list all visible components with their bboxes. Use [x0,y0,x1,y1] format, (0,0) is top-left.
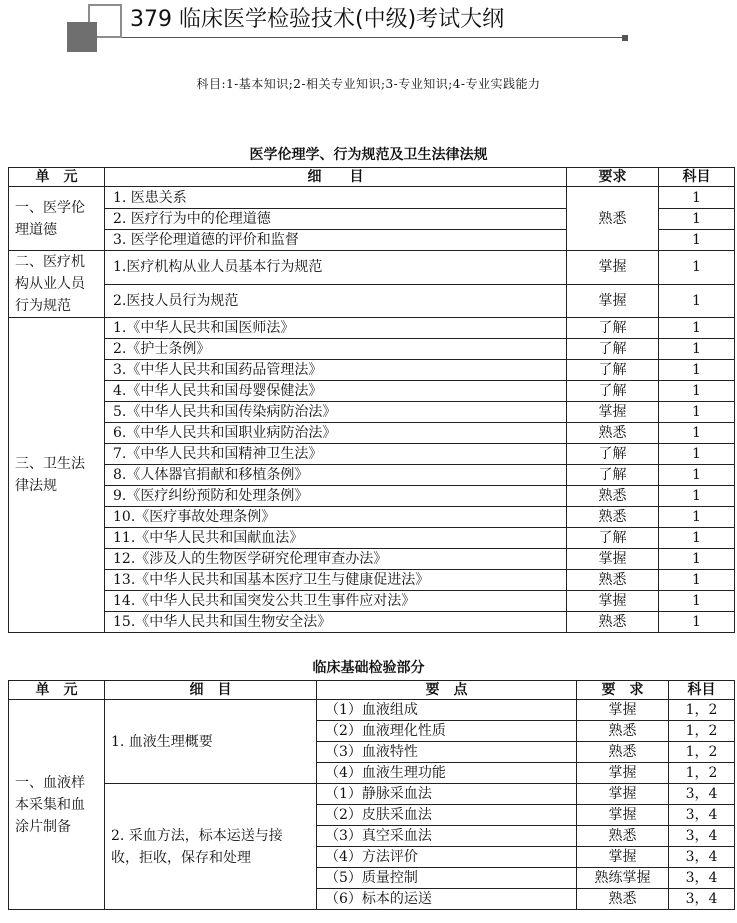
header-line-end-dot [622,35,628,41]
level-cell: 掌握 [577,763,669,784]
point-cell: （6）标本的运送 [317,889,577,910]
detail-cell: 2. 采血方法，标本运送与接收，拒收，保存和处理 [105,784,317,910]
table-row [9,360,735,381]
table-row [9,251,735,285]
table-row [9,402,735,423]
point-cell: （1）静脉采血法 [317,784,577,805]
item-cell: 11.《中华人民共和国献血法》 [105,528,567,549]
header-point: 要 点 [317,681,577,700]
subject-cell: 3，4 [669,805,735,826]
point-cell: （4）血液生理功能 [317,763,577,784]
item-cell: 5.《中华人民共和国传染病防治法》 [105,402,567,423]
subject-legend: 科目:1-基本知识;2-相关专业知识;3-专业知识;4-专业实践能力 [196,77,541,91]
table-row [9,284,735,318]
level-cell: 熟悉 [567,612,659,633]
subject-cell: 1 [659,444,735,465]
subject-cell: 3，4 [669,868,735,889]
table-row [9,700,735,721]
header-underline [122,37,622,38]
point-cell: （4）方法评价 [317,847,577,868]
item-cell: 2.《护士条例》 [105,339,567,360]
level-cell: 了解 [567,360,659,381]
subject-cell: 3，4 [669,826,735,847]
unit-cell: 三、卫生法律法规 [9,318,105,633]
level-cell: 熟悉 [567,570,659,591]
subject-cell: 1 [659,591,735,612]
item-cell: 13.《中华人民共和国基本医疗卫生与健康促进法》 [105,570,567,591]
item-cell: 2.医技人员行为规范 [105,284,567,318]
item-cell: 14.《中华人民共和国突发公共卫生事件应对法》 [105,591,567,612]
header-detail: 细 目 [105,681,317,700]
table-row [9,570,735,591]
subject-cell: 1 [659,230,735,251]
unit-cell: 一、血液样本采集和血涂片制备 [9,700,105,910]
level-cell: 熟练掌握 [577,868,669,889]
level-cell: 掌握 [567,549,659,570]
item-cell: 10.《医疗事故处理条例》 [105,507,567,528]
subject-cell: 1 [659,570,735,591]
header-decoration-filled-square [67,22,97,52]
subject-cell: 1 [659,251,735,285]
section1-title: 医学伦理学、行为规范及卫生法律法规 [249,147,488,163]
header-item: 细 目 [105,168,567,187]
level-cell: 熟悉 [577,889,669,910]
subject-cell: 1 [659,318,735,339]
point-cell: （5）质量控制 [317,868,577,889]
header-subject: 科目 [659,168,735,187]
level-cell: 了解 [567,381,659,402]
table-row [9,612,735,633]
table-row [9,318,735,339]
level-cell: 熟悉 [577,742,669,763]
section2-title: 临床基础检验部分 [312,660,425,676]
subject-cell: 1 [659,486,735,507]
level-cell: 了解 [567,444,659,465]
unit-cell: 一、医学伦理道德 [9,187,105,251]
table-row [9,591,735,612]
table-row [9,339,735,360]
level-cell: 熟悉 [567,423,659,444]
level-cell: 掌握 [577,784,669,805]
level-cell: 熟悉 [567,507,659,528]
subject-cell: 1，2 [669,700,735,721]
point-cell: （2）血液理化性质 [317,721,577,742]
subject-cell: 1 [659,339,735,360]
subject-cell: 1 [659,507,735,528]
table-header-row [9,168,735,187]
item-cell: 15.《中华人民共和国生物安全法》 [105,612,567,633]
item-cell: 6.《中华人民共和国职业病防治法》 [105,423,567,444]
level-cell: 掌握 [567,591,659,612]
level-cell: 熟悉 [577,826,669,847]
subject-cell: 1 [659,381,735,402]
subject-cell: 1 [659,465,735,486]
item-cell: 1.医疗机构从业人员基本行为规范 [105,251,567,285]
level-cell: 掌握 [567,284,659,318]
item-cell: 4.《中华人民共和国母婴保健法》 [105,381,567,402]
subject-cell: 3，4 [669,847,735,868]
header-unit: 单 元 [9,681,105,700]
subject-cell: 1 [659,423,735,444]
table-header-row [9,681,735,700]
clinical-basic-test-table [8,680,735,910]
table-row [9,486,735,507]
item-cell: 1.《中华人民共和国医师法》 [105,318,567,339]
subject-cell: 3，4 [669,889,735,910]
subject-cell: 1 [659,187,735,209]
item-cell: 8.《人体器官捐献和移植条例》 [105,465,567,486]
subject-cell: 1 [659,402,735,423]
subject-cell: 1 [659,528,735,549]
header-subject: 科目 [669,681,735,700]
table-row [9,528,735,549]
point-cell: （2）皮肤采血法 [317,805,577,826]
item-cell: 12.《涉及人的生物医学研究伦理审查办法》 [105,549,567,570]
level-cell: 熟悉 [567,486,659,507]
ethics-law-table [8,167,735,633]
point-cell: （1）血液组成 [317,700,577,721]
subject-cell: 1 [659,549,735,570]
subject-cell: 1，2 [669,742,735,763]
item-cell: 1. 医患关系 [105,187,567,209]
subject-cell: 1 [659,360,735,381]
point-cell: （3）真空采血法 [317,826,577,847]
item-cell: 7.《中华人民共和国精神卫生法》 [105,444,567,465]
table-row [9,549,735,570]
unit-cell: 二、医疗机构从业人员行为规范 [9,251,105,318]
document-title: 379 临床医学检验技术(中级)考试大纲 [130,7,505,32]
level-cell: 熟悉 [577,721,669,742]
level-cell: 了解 [567,465,659,486]
header-unit: 单 元 [9,168,105,187]
subject-cell: 1 [659,284,735,318]
level-cell: 掌握 [577,700,669,721]
subject-cell: 1 [659,209,735,230]
table-row [9,423,735,444]
subject-cell: 3，4 [669,784,735,805]
table-row [9,465,735,486]
level-cell: 熟悉 [567,187,659,251]
item-cell: 3.《中华人民共和国药品管理法》 [105,360,567,381]
level-cell: 了解 [567,528,659,549]
point-cell: （3）血液特性 [317,742,577,763]
level-cell: 掌握 [577,805,669,826]
header-level: 要 求 [577,681,669,700]
subject-cell: 1 [659,612,735,633]
table-row [9,381,735,402]
table-row [9,507,735,528]
detail-cell: 1. 血液生理概要 [105,700,317,784]
level-cell: 掌握 [567,251,659,285]
level-cell: 了解 [567,339,659,360]
table-row [9,187,735,209]
item-cell: 9.《医疗纠纷预防和处理条例》 [105,486,567,507]
level-cell: 了解 [567,318,659,339]
subject-cell: 1，2 [669,721,735,742]
table-row [9,784,735,805]
subject-cell: 1，2 [669,763,735,784]
level-cell: 掌握 [577,847,669,868]
table-row [9,444,735,465]
item-cell: 3. 医学伦理道德的评价和监督 [105,230,567,251]
item-cell: 2. 医疗行为中的伦理道德 [105,209,567,230]
header-level: 要求 [567,168,659,187]
level-cell: 掌握 [567,402,659,423]
